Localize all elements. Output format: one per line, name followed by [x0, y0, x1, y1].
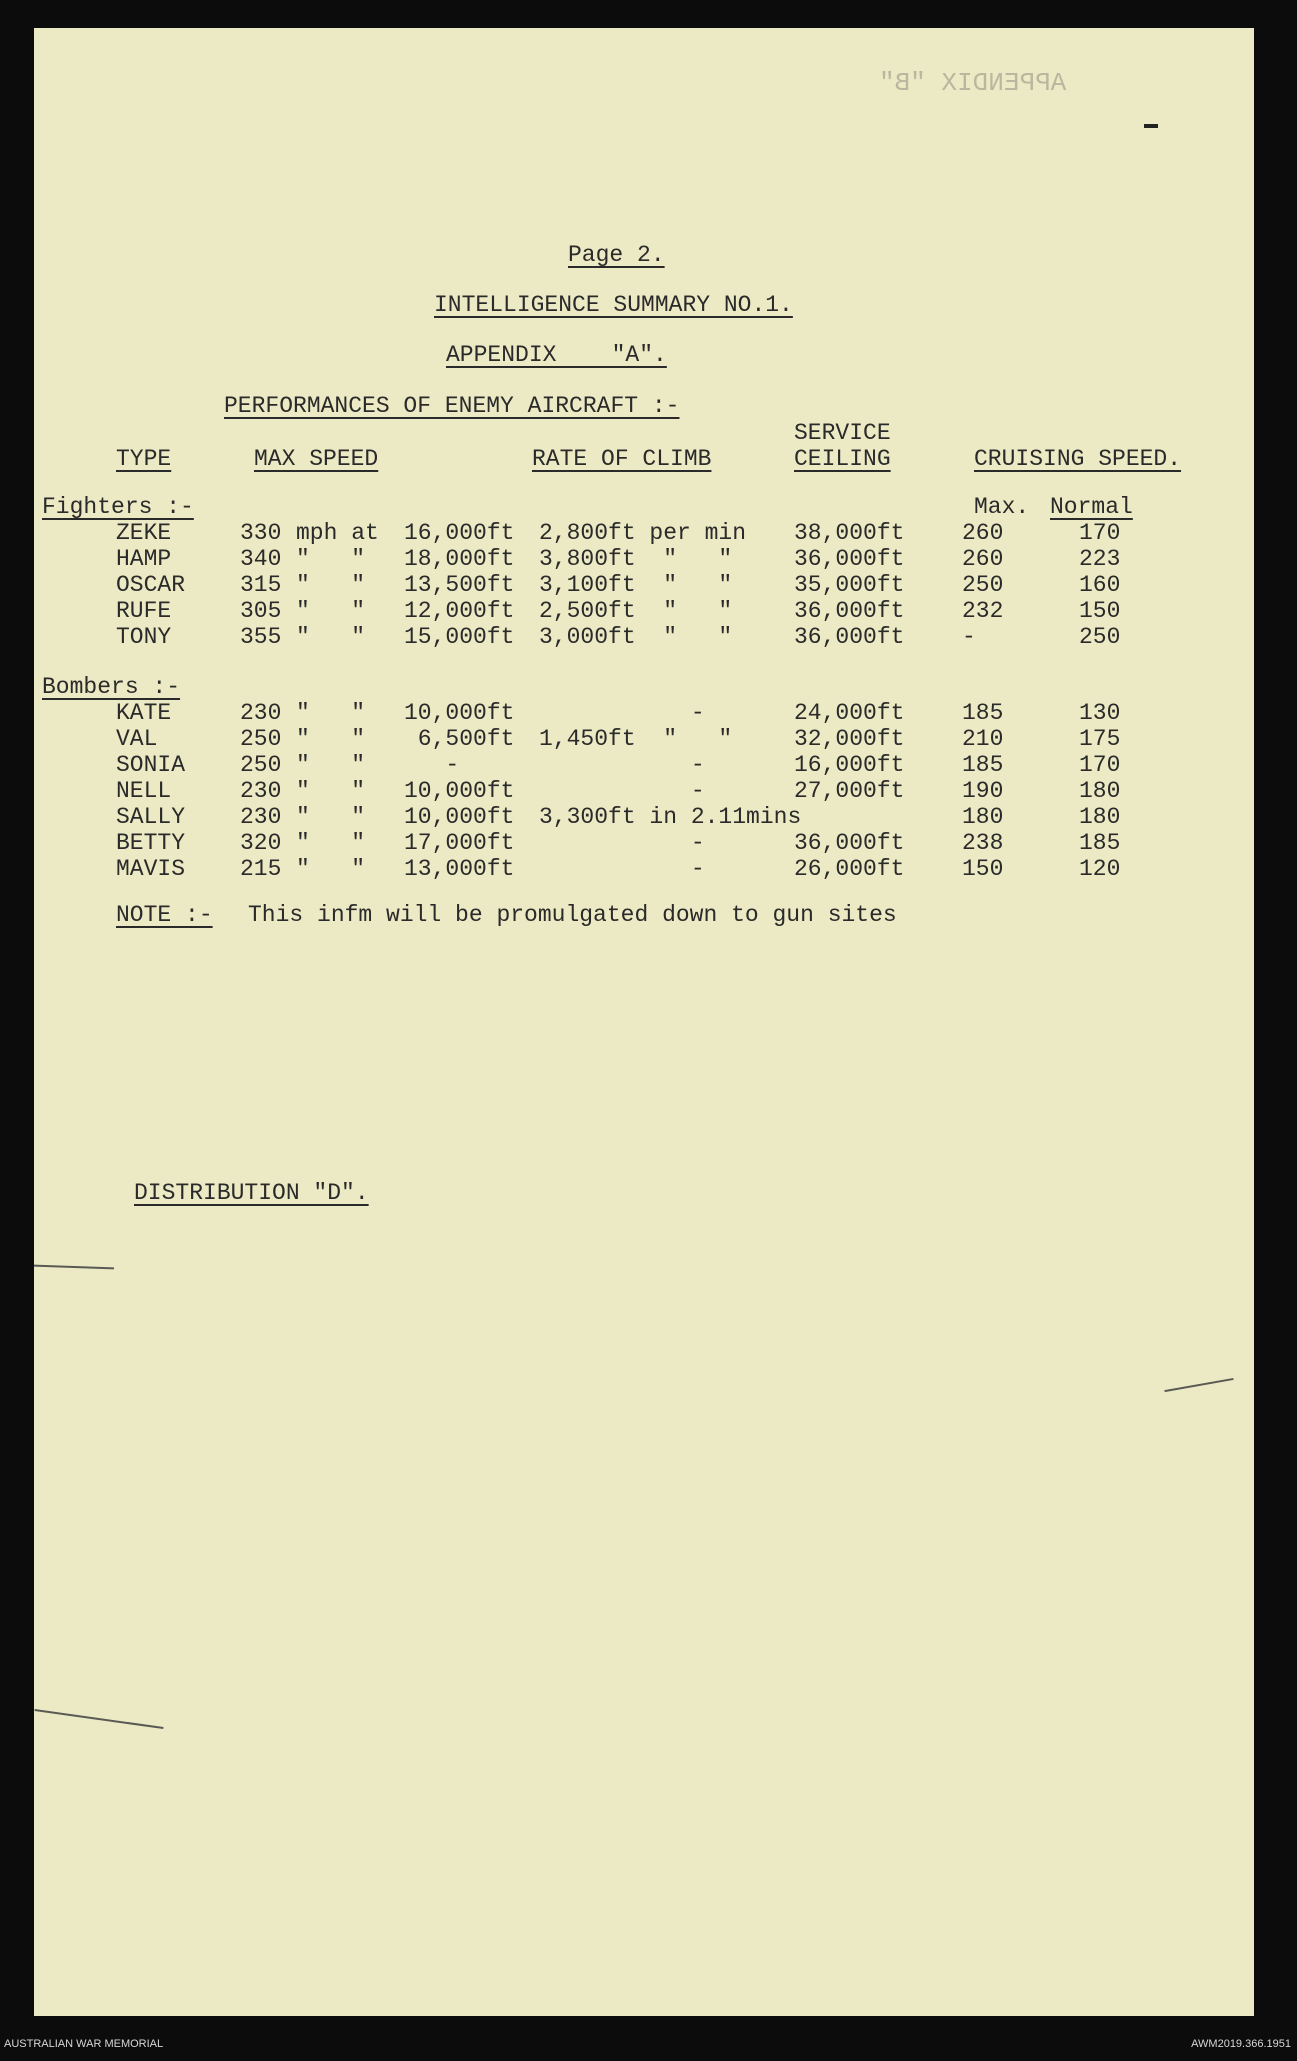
service-ceiling: 36,000ft [794, 546, 905, 572]
max-speed: 315 [240, 572, 282, 598]
rate-of-climb: 2,500ft " " [539, 598, 733, 624]
speed-altitude: 13,000ft [404, 856, 515, 882]
note-text: This infm will be promulgated down to gun sites [248, 902, 897, 928]
document-title: INTELLIGENCE SUMMARY NO.1. [434, 292, 793, 318]
service-ceiling: 26,000ft [794, 856, 905, 882]
pencil-stroke [34, 1709, 163, 1729]
cruise-normal: 223 [1079, 546, 1121, 572]
aircraft-type: MAVIS [116, 856, 186, 882]
table-row [34, 726, 1254, 752]
aircraft-type: RUFE [116, 598, 172, 624]
aircraft-type: SONIA [116, 752, 186, 778]
speed-unit: " " [296, 778, 366, 804]
speed-altitude: 12,000ft [404, 598, 515, 624]
rate-of-climb: - [539, 700, 705, 726]
service-ceiling: 16,000ft [794, 752, 905, 778]
service-ceiling: 38,000ft [794, 520, 905, 546]
rate-of-climb: - [539, 778, 705, 804]
speed-altitude: 10,000ft [404, 804, 515, 830]
aircraft-type: SALLY [116, 804, 186, 830]
cruise-max: 150 [962, 856, 1004, 882]
cruise-normal: 160 [1079, 572, 1121, 598]
service-ceiling: 32,000ft [794, 726, 905, 752]
table-row [34, 778, 1254, 804]
header-rate-of-climb: RATE OF CLIMB [532, 446, 712, 472]
fighters-label: Fighters :- [42, 494, 194, 520]
max-speed: 305 [240, 598, 282, 624]
aircraft-type: ZEKE [116, 520, 172, 546]
bleed-through-stamp: APPENDIX "B" [879, 68, 1067, 98]
header-ceiling: CEILING [794, 446, 891, 472]
aircraft-type: KATE [116, 700, 172, 726]
service-ceiling: 35,000ft [794, 572, 905, 598]
table-row [34, 598, 1254, 624]
section-title: PERFORMANCES OF ENEMY AIRCRAFT :- [224, 393, 680, 419]
cruise-normal: 170 [1079, 752, 1121, 778]
cruise-normal: 120 [1079, 856, 1121, 882]
service-ceiling: 36,000ft [794, 624, 905, 650]
table-row [34, 624, 1254, 650]
rate-of-climb: - [539, 752, 705, 778]
max-speed: 215 [240, 856, 282, 882]
cruise-max: 260 [962, 520, 1004, 546]
speed-unit: " " [296, 624, 366, 650]
footer-accession: AWM2019.366.1951 [1191, 2038, 1291, 2050]
table-row [34, 520, 1254, 546]
cruise-normal: 175 [1079, 726, 1121, 752]
speed-altitude: - [404, 752, 460, 778]
note-label: NOTE :- [116, 902, 213, 928]
max-speed: 250 [240, 726, 282, 752]
rate-of-climb: 3,100ft " " [539, 572, 733, 598]
speed-unit: " " [296, 700, 366, 726]
max-speed: 355 [240, 624, 282, 650]
rate-of-climb: 2,800ft per min [539, 520, 747, 546]
service-ceiling: 24,000ft [794, 700, 905, 726]
aircraft-type: OSCAR [116, 572, 186, 598]
max-speed: 250 [240, 752, 282, 778]
cruise-max: 190 [962, 778, 1004, 804]
cruise-max: 185 [962, 700, 1004, 726]
cruise-max: - [962, 624, 976, 650]
document-page [34, 28, 1254, 2016]
header-max: Max. [974, 494, 1030, 520]
cruise-max: 238 [962, 830, 1004, 856]
speed-unit: " " [296, 572, 366, 598]
speed-altitude: 17,000ft [404, 830, 515, 856]
speed-unit: " " [296, 830, 366, 856]
speed-unit: " " [296, 598, 366, 624]
max-speed: 320 [240, 830, 282, 856]
bombers-label: Bombers :- [42, 674, 181, 700]
cruise-max: 210 [962, 726, 1004, 752]
max-speed: 230 [240, 804, 282, 830]
speed-unit: " " [296, 546, 366, 572]
aircraft-type: TONY [116, 624, 172, 650]
cruise-max: 250 [962, 572, 1004, 598]
cruise-normal: 130 [1079, 700, 1121, 726]
speed-altitude: 6,500ft [404, 726, 515, 752]
header-normal: Normal [1050, 494, 1133, 520]
cruise-normal: 185 [1079, 830, 1121, 856]
rate-of-climb: 3,000ft " " [539, 624, 733, 650]
header-cruising-speed: CRUISING SPEED. [974, 446, 1182, 472]
table-row [34, 572, 1254, 598]
rate-of-climb: 3,800ft " " [539, 546, 733, 572]
rate-of-climb: - [539, 856, 705, 882]
rate-of-climb: 3,300ft in 2.11mins [539, 804, 802, 830]
max-speed: 330 [240, 520, 282, 546]
speed-unit: " " [296, 856, 366, 882]
cruise-normal: 150 [1079, 598, 1121, 624]
distribution-label: DISTRIBUTION "D". [134, 1180, 369, 1206]
table-row [34, 700, 1254, 726]
aircraft-type: VAL [116, 726, 158, 752]
cruise-normal: 170 [1079, 520, 1121, 546]
page-label: Page 2. [568, 242, 665, 268]
aircraft-type: BETTY [116, 830, 186, 856]
speed-altitude: 10,000ft [404, 778, 515, 804]
service-ceiling: 36,000ft [794, 598, 905, 624]
cruise-max: 185 [962, 752, 1004, 778]
max-speed: 230 [240, 778, 282, 804]
rate-of-climb: - [539, 830, 705, 856]
footer-credit: AUSTRALIAN WAR MEMORIAL [4, 2038, 164, 2050]
service-ceiling: 27,000ft [794, 778, 905, 804]
speed-altitude: 10,000ft [404, 700, 515, 726]
header-max-speed: MAX SPEED [254, 446, 379, 472]
service-ceiling: 36,000ft [794, 830, 905, 856]
speed-altitude: 15,000ft [404, 624, 515, 650]
header-type: TYPE [116, 446, 172, 472]
aircraft-type: NELL [116, 778, 172, 804]
cruise-max: 180 [962, 804, 1004, 830]
table-row [34, 752, 1254, 778]
speed-altitude: 13,500ft [404, 572, 515, 598]
speed-altitude: 18,000ft [404, 546, 515, 572]
speed-unit: " " [296, 752, 366, 778]
cruise-normal: 180 [1079, 778, 1121, 804]
speed-altitude: 16,000ft [404, 520, 515, 546]
rate-of-climb: 1,450ft " " [539, 726, 733, 752]
max-speed: 230 [240, 700, 282, 726]
pencil-stroke [1164, 1378, 1233, 1392]
cruise-max: 260 [962, 546, 1004, 572]
speed-unit: " " [296, 804, 366, 830]
aircraft-type: HAMP [116, 546, 172, 572]
pencil-stroke [34, 1265, 114, 1270]
table-row [34, 804, 1254, 830]
max-speed: 340 [240, 546, 282, 572]
speed-unit: " " [296, 726, 366, 752]
cruise-normal: 250 [1079, 624, 1121, 650]
appendix-label: APPENDIX "A". [446, 342, 667, 368]
cruise-max: 232 [962, 598, 1004, 624]
table-row [34, 830, 1254, 856]
ink-mark [1144, 124, 1158, 128]
header-service: SERVICE [794, 420, 891, 446]
table-row [34, 546, 1254, 572]
speed-unit: mph at [296, 520, 379, 546]
cruise-normal: 180 [1079, 804, 1121, 830]
table-row [34, 856, 1254, 882]
